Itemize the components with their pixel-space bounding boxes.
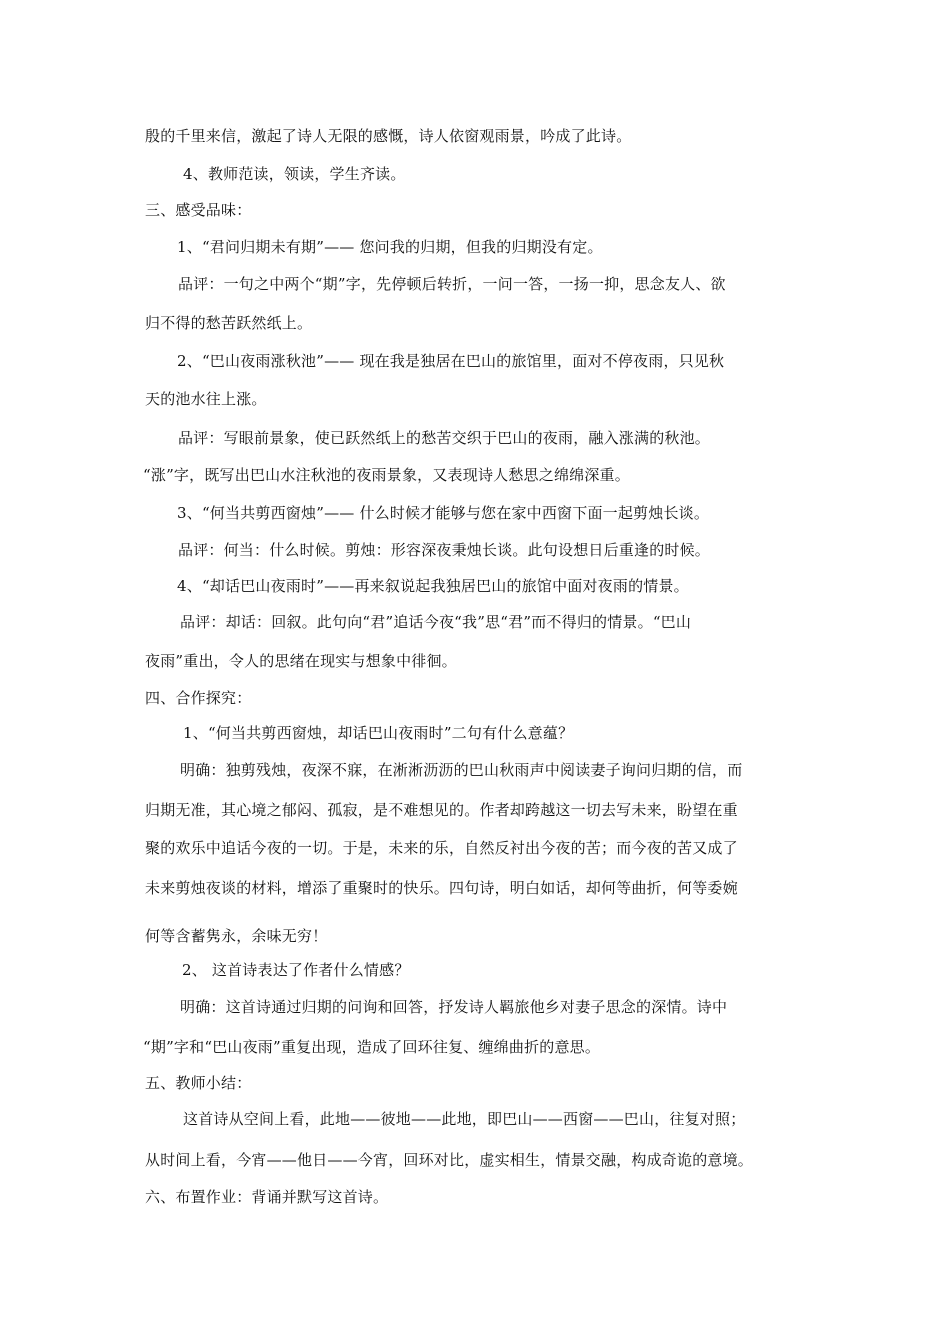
text-line: 1、“何当共剪西窗烛，却话巴山夜雨时”二句有什么意蕴？	[183, 724, 574, 742]
text-line: 归不得的愁苦跃然纸上。	[145, 314, 313, 332]
text-line: 明确：独剪残烛，夜深不寐，在淅淅沥沥的巴山秋雨声中阅读妻子询问归期的信，而	[180, 761, 743, 779]
text-line: 这首诗从空间上看，此地——彼地——此地，即巴山——西窗——巴山，往复对照；	[183, 1110, 746, 1128]
text-line: 品评：却话：回叙。此句向“君”追话今夜“我”思“君”而不得归的情景。“巴山	[180, 613, 692, 631]
text-line: 1、“君问归期未有期”—— 您问我的归期，但我的归期没有定。	[177, 238, 603, 256]
text-line: 从时间上看，今宵——他日——今宵，回环对比，虚实相生，情景交融，构成奇诡的意境。	[145, 1151, 754, 1169]
text-line: 夜雨”重出，令人的思绪在现实与想象中徘徊。	[145, 652, 457, 670]
text-line: 4、教师范读，领读，学生齐读。	[183, 165, 406, 183]
text-line: 未来剪烛夜谈的材料，增添了重聚时的快乐。四句诗，明白如话，却何等曲折，何等委婉	[145, 879, 738, 897]
section-heading: 四、合作探究：	[145, 689, 252, 707]
text-line: 天的池水往上涨。	[145, 390, 267, 408]
text-line: 何等含蓄隽永，余味无穷！	[145, 927, 328, 945]
text-line: 归期无准，其心境之郁闷、孤寂，是不难想见的。作者却跨越这一切去写未来，盼望在重	[145, 801, 738, 819]
text-line: 品评：一句之中两个“期”字，先停顿后转折，一问一答，一扬一抑，思念友人、欲	[178, 275, 726, 293]
text-line: 品评：何当：什么时候。剪烛：形容深夜秉烛长谈。此句设想日后重逢的时候。	[178, 541, 711, 559]
text-line: 2、 这首诗表达了作者什么情感？	[182, 961, 410, 979]
text-line: 殷的千里来信，激起了诗人无限的感慨，诗人依窗观雨景，吟成了此诗。	[145, 127, 632, 145]
text-line: 品评：写眼前景象，使已跃然纸上的愁苦交织于巴山的夜雨，融入涨满的秋池。	[178, 429, 711, 447]
text-line: 2、“巴山夜雨涨秋池”—— 现在我是独居在巴山的旅馆里，面对不停夜雨，只见秋	[177, 352, 725, 370]
text-line: “期”字和“巴山夜雨”重复出现，造成了回环往复、缠绵曲折的意思。	[143, 1038, 601, 1056]
text-line: 聚的欢乐中追话今夜的一切。于是，未来的乐，自然反衬出今夜的苦；而今夜的苦又成了	[145, 839, 738, 857]
text-line: “涨”字，既写出巴山水注秋池的夜雨景象，又表现诗人愁思之绵绵深重。	[143, 466, 630, 484]
text-line: 明确：这首诗通过归期的问询和回答，抒发诗人羁旅他乡对妻子思念的深情。诗中	[180, 998, 728, 1016]
section-heading: 六、布置作业：背诵并默写这首诗。	[145, 1188, 389, 1206]
text-line: 4、“却话巴山夜雨时”——再来叙说起我独居巴山的旅馆中面对夜雨的情景。	[177, 577, 689, 595]
text-line: 3、“何当共剪西窗烛”—— 什么时候才能够与您在家中西窗下面一起剪烛长谈。	[177, 504, 710, 522]
section-heading: 三、感受品味：	[145, 201, 252, 219]
section-heading: 五、教师小结：	[145, 1074, 252, 1092]
